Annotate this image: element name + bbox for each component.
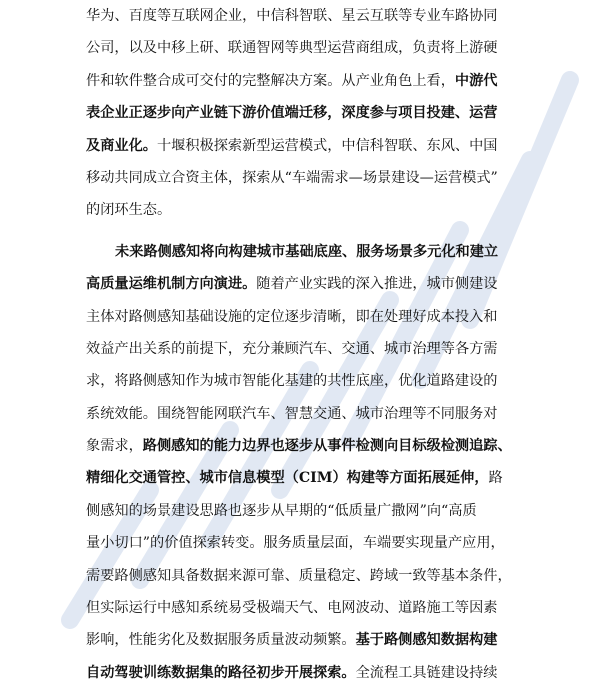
text-run: 侧感知的场景建设思路也逐步从早期的“低质量广撒网”向“高质 [86,502,477,519]
paragraph-2-line [86,560,517,592]
text-run: 公司，以及中移上研、联通智网等典型运营商组成，负责将上游硬 [86,40,498,57]
paragraph-2-line [86,398,517,430]
paragraph-2-line [86,527,517,559]
text-run-bold: 及商业化。 [86,137,157,154]
text-run: 的闭环生态。 [86,202,172,219]
paragraph-2 [86,236,517,689]
paragraph-2-line [86,333,517,365]
text-run-bold: 精细化交通管控、城市信息模型（CIM）构建等方面拓展延伸， [86,470,489,487]
paragraph-2-line [86,495,517,527]
paragraph-1-line [86,0,517,32]
text-run: 求，将路侧感知作为城市智能化基建的共性底座，优化道路建设的 [86,373,498,390]
text-run: 象需求， [86,438,143,455]
text-run: 路 [488,470,503,487]
text-run-bold: 未来路侧感知将向构建城市基础底座、服务场景多元化和建立 [115,243,499,260]
paragraph-2-line [86,430,517,462]
text-run: 需要路侧感知具备数据来源可靠、质量稳定、跨域一致等基本条件， [86,567,512,584]
text-run: 随着产业实践的深入推进，城市侧建设 [256,276,498,293]
paragraph-2-line [86,592,517,624]
paragraph-1-line [86,162,517,194]
body-text [86,0,517,689]
paragraph-1-line [86,32,517,64]
paragraph-2-line [86,365,517,397]
text-run: 影响，性能劣化及数据服务质量波动频繁。 [86,632,356,649]
text-run: 量小切口”的价值探索转变。服务质量层面，车端要实现量产应用， [86,535,505,552]
paragraph-2-line [86,268,517,300]
text-run: 系统效能。围绕智能网联汽车、智慧交通、城市治理等不同服务对 [86,405,498,422]
text-run-bold: 基于路侧感知数据构建 [355,632,498,649]
paragraph-1 [86,0,517,227]
paragraph-2-line [86,624,517,656]
text-run: 主体对路侧感知基础设施的定位逐步清晰，即在处理好成本投入和 [86,308,498,325]
paragraph-gap [86,227,517,236]
paragraph-1-line [86,65,517,97]
paragraph-1-line [86,97,517,129]
text-run-bold: 表企业正逐步向产业链下游价值端迁移，深度参与项目投建、运营 [86,105,498,122]
text-run-bold: 路侧感知的能力边界也逐步从事件检测向目标级检测追踪、 [142,438,512,455]
text-run: 移动共同成立合资主体，探索从“车端需求—场景建设—运营模式” [86,169,498,186]
text-run-bold: 自动驾驶训练数据集的路径初步开展探索。 [86,664,356,681]
paragraph-1-line [86,130,517,162]
text-run: 十堰积极探索新型运营模式，中信科智联、东风、中国 [156,137,498,154]
paragraph-2-line [86,462,517,494]
text-run: 效益产出关系的前提下，充分兼顾汽车、交通、城市治理等各方需 [86,340,498,357]
paragraph-2-line [86,236,517,268]
paragraph-2-line [86,301,517,333]
paragraph-2-line [86,657,517,689]
paragraph-1-line [86,194,517,226]
text-run: 华为、百度等互联网企业，中信科智联、星云互联等专业车路协同 [86,8,498,24]
text-run: 但实际运行中感知系统易受极端天气、电网波动、道路施工等因素 [86,600,498,617]
text-run: 全流程工具链建设持续 [355,664,498,681]
text-run-bold: 中游代 [454,72,498,89]
text-run-bold: 高质量运维机制方向演进。 [86,276,257,293]
text-run: 件和软件整合成可交付的完整解决方案。从产业角色上看， [86,72,455,89]
